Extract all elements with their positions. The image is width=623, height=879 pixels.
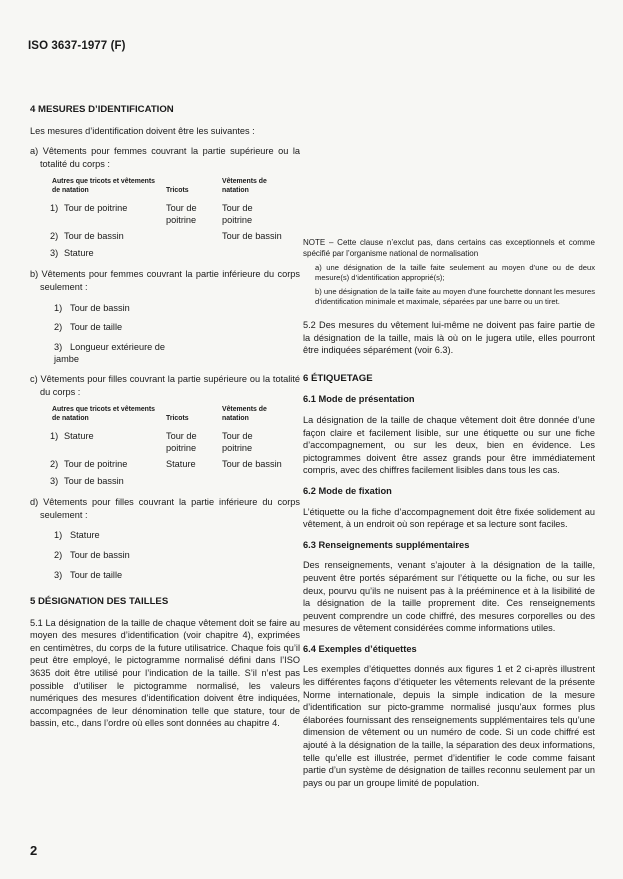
left-column [30,104,300,738]
list-number: 3) [54,341,63,352]
page-number: 2 [30,843,38,858]
table-row [50,459,288,476]
right-column [303,238,595,797]
table-a-header-3: Vêtements de natation [222,178,267,194]
table-c-header-3: Vêtements de natation [222,406,267,422]
section-6-heading: 6 ÉTIQUETAGE [303,372,373,384]
table-a-header-1: Autres que tricots et vêtements de natation [52,178,156,194]
note-item-a: a) une désignation de la taille faite seulement au moyen d’une ou de deux mesure(s) d’identification approprié(s); [315,263,595,282]
section-6-4-text: Les exemples d’étiquettes donnés aux figures 1 et 2 ci-après illustrent les différentes façons d’étiqueter les vêtements relevant de la présente Norme internationale, depuis la simple indication de la mesure d’identification sur picto-gramme normalisé jusqu’aux formes plus élaborées fournissant des renseignements supplémentaires tels qu’une dimension de vêtement ou un numéro de code. Si un code chiffré est ajouté à la désignation de la taille, la séparation des deux informations, telle qu’elle est illustrée, permet d’identifier le code comme faisant partie d’un système de désignation de tailles reconnu seulement par un pays ou par un groupe limité de population. [303,664,595,788]
table-row [50,231,288,248]
list-text: Tour de taille [70,569,123,580]
list-item [54,341,174,366]
list-text: Stature [70,530,100,541]
item-a-text: a) Vêtements pour femmes couvrant la partie supérieure ou la totalité du corps : [30,146,300,169]
cell: Tour de poitrine [222,203,253,225]
cell: Tour de poitrine [64,459,128,470]
cell [166,248,222,265]
table-a-header-2: Tricots [166,186,189,194]
list-number: 1) [54,302,63,313]
cell: Tour de poitrine [64,203,128,214]
cell: Stature [64,247,94,258]
section-6-4-title: 6.4 Exemples d’étiquettes [303,643,417,654]
row-number: 2) [50,231,59,242]
cell: Stature [166,459,196,470]
list-text: Tour de bassin [70,302,130,313]
list-number: 1) [54,530,63,541]
cell: Tour de poitrine [222,431,253,453]
list-text: Tour de taille [70,322,123,333]
table-row [50,431,288,459]
list-item [54,321,300,334]
cell: Tour de poitrine [166,203,197,225]
cell: Tour de bassin [64,475,124,486]
section-6-2-title: 6.2 Mode de fixation [303,485,392,496]
document-header: ISO 3637-1977 (F) [28,40,126,52]
row-number: 1) [50,431,59,442]
section-6-3-title: 6.3 Renseignements supplémentaires [303,539,470,550]
note-text: NOTE – Cette clause n’exclut pas, dans certains cas exceptionnels et comme spécifié par l’organisme national de normalisation [303,238,595,258]
section-5-2-text: 5.2 Des mesures du vêtement lui-même ne doivent pas faire partie de la désignation de la taille, mais là où on le jugera utile, elles pourront être indiquées séparément (voir 6.3). [303,320,595,356]
row-number: 3) [50,475,59,486]
list-item [54,302,300,315]
table-row [50,248,288,265]
cell [222,248,288,265]
table-row [50,203,288,231]
cell [166,231,222,248]
item-c-text: c) Vêtements pour filles couvrant la partie supérieure ou la totalité du corps : [30,373,300,397]
row-number: 1) [50,203,59,214]
list-number: 2) [54,322,63,333]
cell: Tour de poitrine [166,431,197,453]
list-item [54,549,300,562]
list-item [54,529,300,542]
section-5-heading: 5 DÉSIGNATION DES TAILLES [30,596,169,608]
item-d-text: d) Vêtements pour filles couvrant la partie inférieure du corps seulement : [30,497,300,520]
table-c-header-1: Autres que tricots et vêtements de natation [52,406,156,422]
list-text: Longueur extérieure de jambe [54,341,166,365]
section-6-1-text: La désignation de la taille de chaque vêtement doit être donnée d’une façon claire et facilement lisible, sur une étiquette ou sur une fiche d’accompagnement, ou sur les deux, bien en évidence. Les pictogrammes doivent être assez grands pour être immédiatement compris, avec des chiffres facilement lisibles dans tous les cas. [303,414,595,476]
section-4-heading: 4 MESURES D’IDENTIFICATION [30,104,174,115]
table-c [50,406,288,492]
cell [222,476,288,493]
section-6-2-text: L’étiquette ou la fiche d’accompagnement doit être fixée solidement au vêtement, à un endroit où son repérage et sa lecture sont faciles. [303,506,595,530]
list-item [54,569,300,582]
list-number: 3) [54,569,63,580]
table-row [50,476,288,493]
list-number: 2) [54,549,63,560]
cell: Stature [64,431,94,442]
table-a [50,178,288,264]
section-6-1-title: 6.1 Mode de présentation [303,394,415,405]
section-5-1-text: 5.1 La désignation de la taille de chaque vêtement doit se faire au moyen des mesures d’identification (voir chapitre 4), exprimées en centimètres, du corps de la future utilisatrice. Chaque fois qu’il peut être employé, le pictogramme normalisé défini dans l’ISO 3635 doit être utilisé pour l’indication de la taille. S’il n’est pas possible d’utiliser le pictogramme normalisé, les valeurs numériques des mesures d’identification doivent être indiquées, accompagnées de leur dénomination telle que stature, tour de bassin, etc., dans l’ordre où elles sont données au chapitre 4. [30,617,300,729]
table-c-header-2: Tricots [166,414,189,422]
note-item-b: b) une désignation de la taille faite au moyen d’une fourchette donnant les mesures d’identification minimale et maximale, séparées par une barre ou un tiret. [315,287,595,306]
cell [166,476,222,493]
section-6-3-text: Des renseignements, venant s’ajouter à la désignation de la taille, peuvent être portés séparément sur l’étiquette ou la fiche, ou sur les deux, pourvu qu’ils ne nuisent pas à la prééminence et à la lisibilité de la désignation de la taille proprement dite. Ces renseignements peuvent comprendre un code chiffré, des mesures corporelles ou des mesures de vêtement considérées comme informations utiles. [303,560,595,634]
cell: Tour de bassin [64,231,124,242]
item-b-text: b) Vêtements pour femmes couvrant la partie inférieure du corps seulement : [30,269,300,292]
cell: Tour de bassin [222,231,282,242]
cell: Tour de bassin [222,459,282,470]
row-number: 2) [50,459,59,470]
section-4-intro: Les mesures d’identification doivent être les suivantes : [30,125,255,136]
row-number: 3) [50,247,59,258]
list-text: Tour de bassin [70,549,130,560]
